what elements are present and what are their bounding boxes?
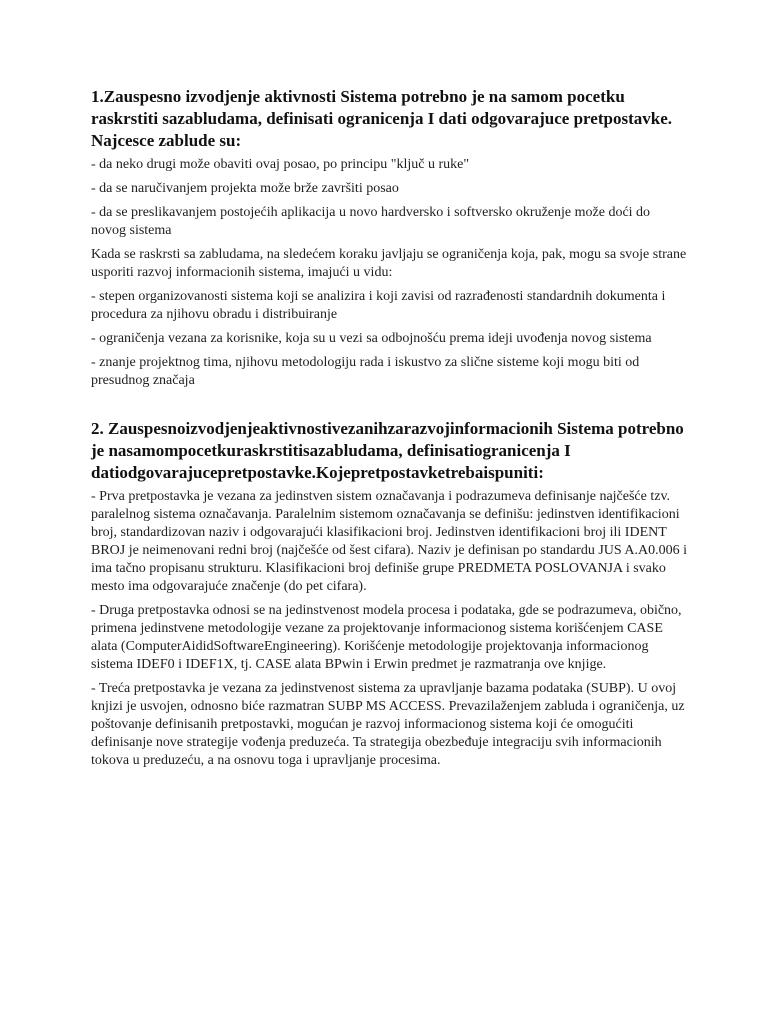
- section-1-paragraph: - da se naručivanjem projekta može brže završiti posao: [91, 181, 399, 196]
- section-1-paragraph: - stepen organizovanosti sistema koji se analizira i koji zavisi od razrađenosti standardnih dokumenta i procedura za njihovu obradu i distribuiranje: [91, 289, 666, 322]
- section-2-paragraph: - Prva pretpostavka je vezana za jedinstven sistem označavanja i podrazumeva definisanje najčešće tzv. paralelnog sistema označavanja. Paralelnim sistemom označavanja se definišu: jedinstven identifikacioni broj, standardizovan naziv i odgovarajući klasifikacioni broj. Jedinstven identifikacioni broj ili IDENT BROJ je neimenovani redni broj (najčešće od šest cifara). Naziv je definisan po standardu JUS A.A0.006 i ima tačno propisanu strukturu. Klasifikacioni broj definiše grupe PREDMETA POSLOVANJA i svako mesto ima odgovarajuće značenje (do pet cifara).: [91, 489, 688, 594]
- section-1-paragraph: Kada se raskrsti sa zabludama, na sledećem koraku javljaju se ograničenja koja, pak, mogu sa svoje strane usporiti razvoj informacionih sistema, imajući u vidu:: [91, 247, 687, 280]
- section-1-paragraph: - znanje projektnog tima, njihovu metodologiju rada i iskustvo za slične sisteme koji mogu biti od presudnog značaja: [91, 355, 640, 388]
- section-spacer: [91, 396, 688, 418]
- section-2-paragraph: - Treća pretpostavka je vezana za jedinstvenost sistema za upravljanje bazama podataka (SUBP). U ovoj knjizi je usvojen, odnosno biće razmatran SUBP MS ACCESS. Prevazilaženjem zabluda i ograničenja, uz poštovanje definisanih pretpostavki, mogućan je razvoj informacionog sistema koji će omogućiti definisanje nove strategije vođenja preduzeća. Ta strategija obezbeđuje integraciju svih informacionih tokova u preduzeću, a na osnovu toga i upravljanje procesima.: [91, 681, 685, 768]
- section-2-heading: 2. Zauspesnoizvodjenjeaktivnostivezanihzarazvojinformacionih Sistema potrebno je nasamompocetkuraskrstitisazabludama, definisatiogranicenja I datiodgovarajucepretpostavke.Kojepretpostavketrebaispuniti:: [91, 419, 684, 482]
- section-2: [91, 418, 688, 770]
- section-1: [91, 86, 688, 390]
- section-1-heading: 1.Zauspesno izvodjenje aktivnosti Sistema potrebno je na samom pocetku raskrstiti sazabludama, definisati ogranicenja I dati odgovarajuce pretpostavke. Najcesce zablude su:: [91, 87, 672, 150]
- section-1-paragraph: - da neko drugi može obaviti ovaj posao, po principu "ključ u ruke": [91, 157, 470, 172]
- section-2-paragraph: - Druga pretpostavka odnosi se na jedinstvenost modela procesa i podataka, gde se podrazumeva, obično, primena jedinstvene metodologije vezane za projektovanje informacionog sistema korišćenjem CASE alata (ComputerAididSoftwareEngineering). Korišćenje metodologije projektovanja informacionog sistema IDEF0 i IDEF1X, tj. CASE alata BPwin i Erwin predmet je razmatranja ove knjige.: [91, 603, 682, 672]
- section-1-paragraph: - ograničenja vezana za korisnike, koja su u vezi sa odbojnošću prema ideji uvođenja novog sistema: [91, 331, 652, 346]
- section-1-paragraph: - da se preslikavanjem postojećih aplikacija u novo hardversko i softversko okruženje može doći do novog sistema: [91, 205, 651, 238]
